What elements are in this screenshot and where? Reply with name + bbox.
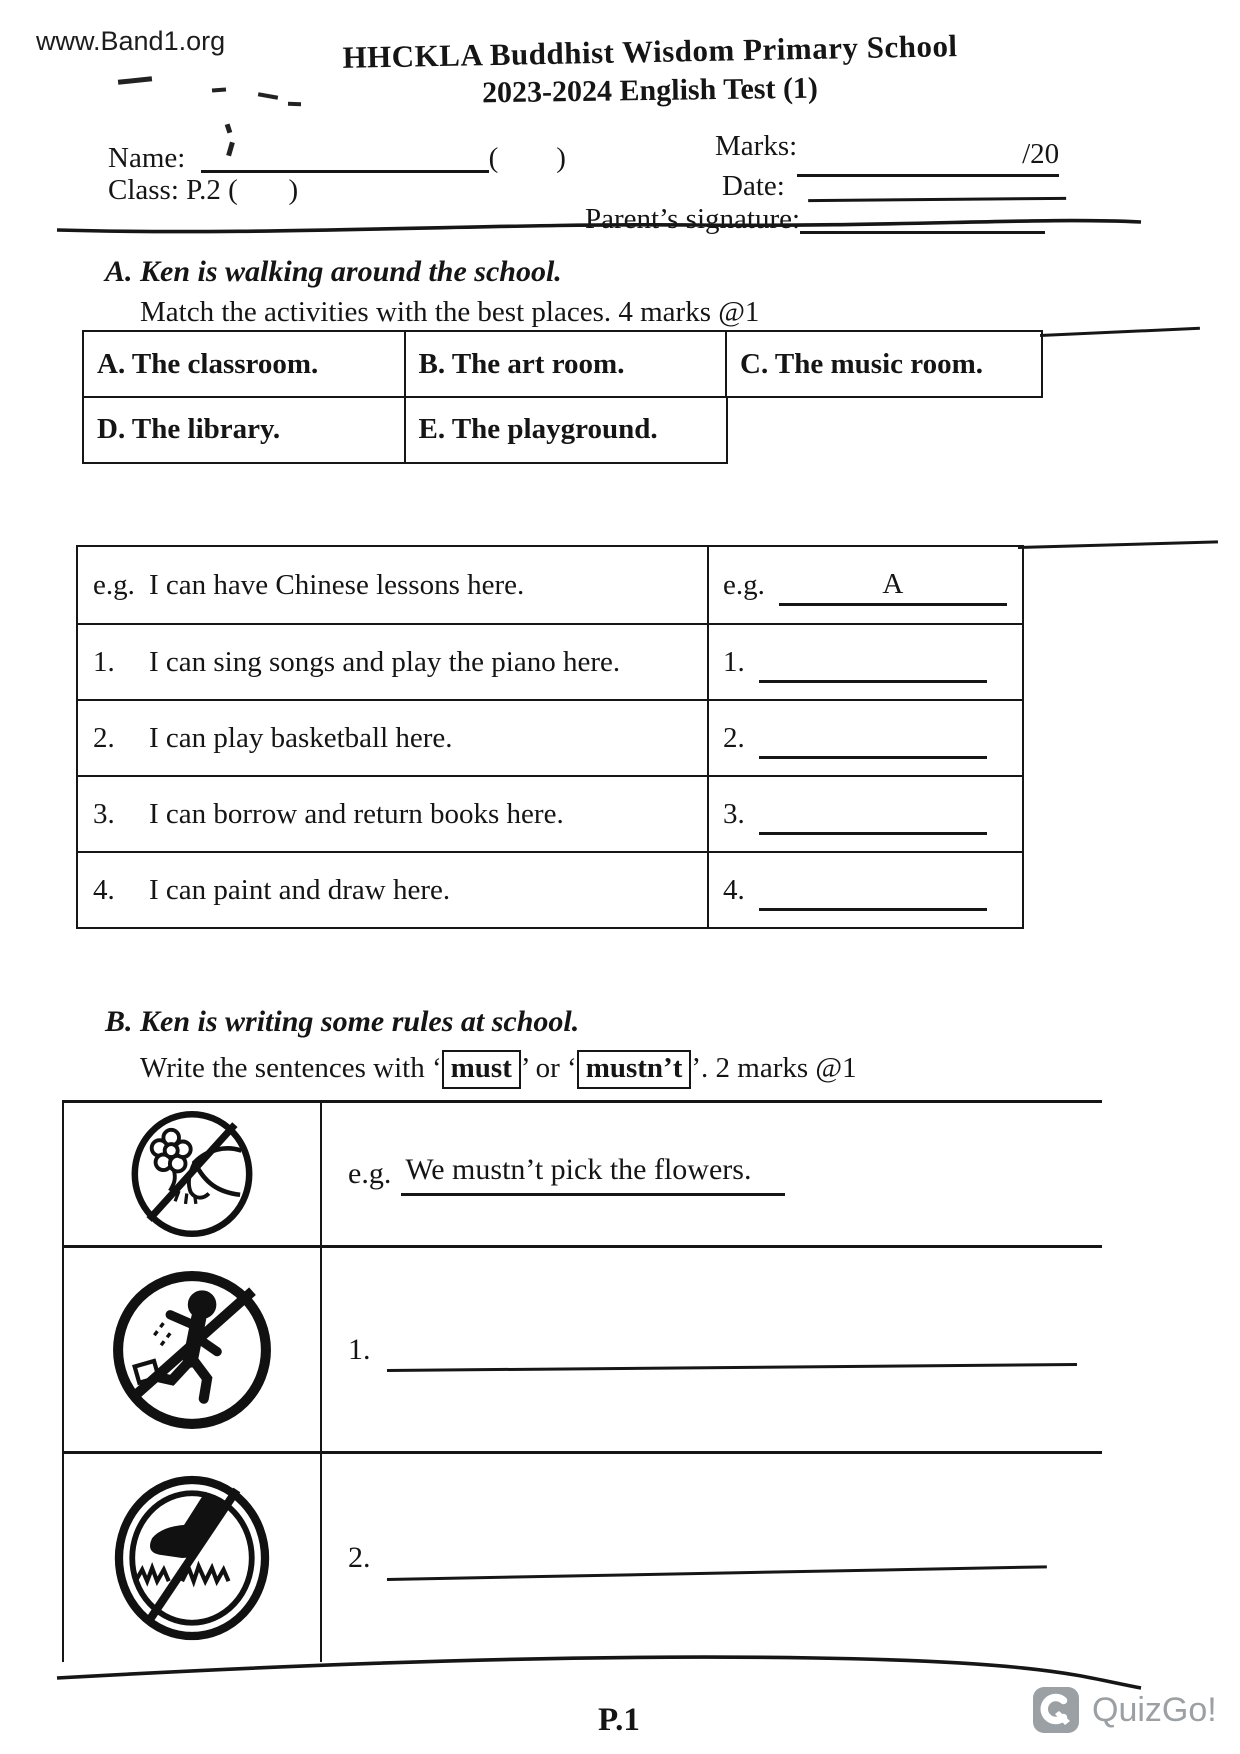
answer-blank-line bbox=[759, 794, 987, 835]
options-row-1 bbox=[82, 330, 1043, 398]
date-row bbox=[722, 166, 1066, 203]
option-b: B. The art room. bbox=[404, 330, 728, 398]
signature-label: Parent’s signature: bbox=[585, 203, 801, 235]
page-title: HHCKLA Buddhist Wisdom Primary School bbox=[342, 28, 958, 75]
quizgo-icon bbox=[1032, 1686, 1080, 1734]
rule-sentence-cell bbox=[322, 1248, 1102, 1451]
rule-row-1 bbox=[64, 1248, 1102, 1454]
rule-number: e.g. bbox=[348, 1157, 392, 1190]
answer-cell bbox=[709, 777, 1022, 851]
scan-mark bbox=[212, 88, 226, 93]
question-number: 1. bbox=[93, 645, 115, 678]
answer-blank-line bbox=[759, 870, 987, 911]
boxed-word-mustnt: mustn’t bbox=[577, 1050, 692, 1089]
section-b-instruction bbox=[140, 1050, 857, 1089]
name-paren: ( ) bbox=[488, 142, 566, 174]
rule-sentence-cell bbox=[322, 1454, 1102, 1662]
question-cell bbox=[78, 547, 709, 623]
matching-table bbox=[76, 545, 1024, 929]
option-d: D. The library. bbox=[82, 396, 406, 464]
question-cell bbox=[78, 777, 709, 851]
name-blank-line bbox=[201, 138, 489, 173]
question-text: I can paint and draw here. bbox=[149, 873, 451, 906]
answer-number: 4. bbox=[723, 873, 745, 906]
no-littering-sign-icon bbox=[108, 1266, 276, 1434]
options-row-2 bbox=[82, 396, 1043, 464]
quizgo-label: QuizGo! bbox=[1092, 1690, 1217, 1729]
scan-mark bbox=[118, 76, 152, 85]
instruction-suffix: ’. 2 marks @1 bbox=[691, 1052, 857, 1084]
answer-cell bbox=[709, 701, 1022, 775]
marks-label: Marks: bbox=[715, 130, 798, 162]
quizgo-logo bbox=[1032, 1686, 1217, 1734]
name-label: Name: bbox=[108, 142, 186, 174]
answer-blank-line bbox=[759, 642, 987, 683]
date-blank-line bbox=[808, 165, 1066, 202]
question-text: I can have Chinese lessons here. bbox=[149, 568, 525, 601]
sign-cell bbox=[64, 1248, 322, 1451]
class-label: Class: P.2 ( ) bbox=[108, 174, 299, 206]
answer-number: 3. bbox=[723, 797, 745, 830]
answer-number: e.g. bbox=[723, 568, 765, 601]
no-stepping-on-grass-sign-icon bbox=[109, 1473, 275, 1643]
question-cell bbox=[78, 853, 709, 927]
boxed-word-must: must bbox=[442, 1050, 521, 1089]
rule-row-2 bbox=[64, 1454, 1102, 1662]
question-text: I can sing songs and play the piano here. bbox=[149, 645, 621, 678]
matching-row-2 bbox=[78, 699, 1022, 775]
section-a-instruction: Match the activities with the best places. 4 marks @1 bbox=[140, 296, 760, 328]
option-a: A. The classroom. bbox=[82, 330, 406, 398]
name-row bbox=[108, 138, 566, 175]
answer-number: 1. bbox=[723, 645, 745, 678]
answer-cell bbox=[709, 625, 1022, 699]
rule-sentence-cell bbox=[322, 1103, 1102, 1245]
question-text: I can play basketball here. bbox=[149, 721, 453, 754]
option-e: E. The playground. bbox=[404, 396, 728, 464]
scan-mark bbox=[1018, 540, 1218, 549]
answer-blank-line bbox=[759, 718, 987, 759]
answer-number: 2. bbox=[723, 721, 745, 754]
section-b-heading: B. Ken is writing some rules at school. bbox=[105, 1005, 580, 1038]
question-cell bbox=[78, 701, 709, 775]
rule-row-eg bbox=[64, 1103, 1102, 1248]
matching-row-eg bbox=[78, 547, 1022, 623]
no-picking-flowers-sign-icon bbox=[126, 1109, 258, 1239]
header-divider bbox=[55, 214, 1145, 240]
question-number: e.g. bbox=[93, 568, 135, 601]
answer-cell bbox=[709, 547, 1022, 623]
marks-total: /20 bbox=[1022, 138, 1060, 170]
question-number: 3. bbox=[93, 797, 115, 830]
rules-table bbox=[62, 1100, 1102, 1662]
option-c: C. The music room. bbox=[725, 330, 1043, 398]
rule-blank-line bbox=[386, 1321, 1076, 1372]
question-number: 4. bbox=[93, 873, 115, 906]
page-number: P.1 bbox=[598, 1702, 640, 1738]
scan-mark bbox=[225, 123, 233, 133]
sign-cell bbox=[64, 1103, 322, 1245]
options-table bbox=[82, 330, 1043, 464]
matching-row-1 bbox=[78, 623, 1022, 699]
matching-row-3 bbox=[78, 775, 1022, 851]
rule-number: 1. bbox=[348, 1332, 371, 1366]
rule-example-sentence: We mustn’t pick the flowers. bbox=[401, 1153, 785, 1196]
scan-mark bbox=[258, 92, 278, 99]
bottom-divider bbox=[55, 1648, 1145, 1694]
section-a-heading: A. Ken is walking around the school. bbox=[105, 255, 562, 288]
date-label: Date: bbox=[722, 170, 785, 202]
scan-mark bbox=[1040, 327, 1200, 337]
matching-row-4 bbox=[78, 851, 1022, 927]
rule-number: 2. bbox=[348, 1541, 371, 1574]
answer-blank-line: A bbox=[779, 565, 1007, 606]
question-text: I can borrow and return books here. bbox=[149, 797, 564, 830]
rule-blank-line bbox=[386, 1523, 1047, 1581]
instruction-middle: ’ or ‘ bbox=[520, 1052, 577, 1084]
scan-mark bbox=[288, 102, 301, 106]
sign-cell bbox=[64, 1454, 322, 1662]
answer-cell bbox=[709, 853, 1022, 927]
instruction-prefix: Write the sentences with ‘ bbox=[140, 1052, 442, 1084]
watermark-url: www.Band1.org bbox=[36, 26, 226, 56]
test-subtitle: 2023-2024 English Test (1) bbox=[481, 71, 819, 110]
question-number: 2. bbox=[93, 721, 115, 754]
question-cell bbox=[78, 625, 709, 699]
